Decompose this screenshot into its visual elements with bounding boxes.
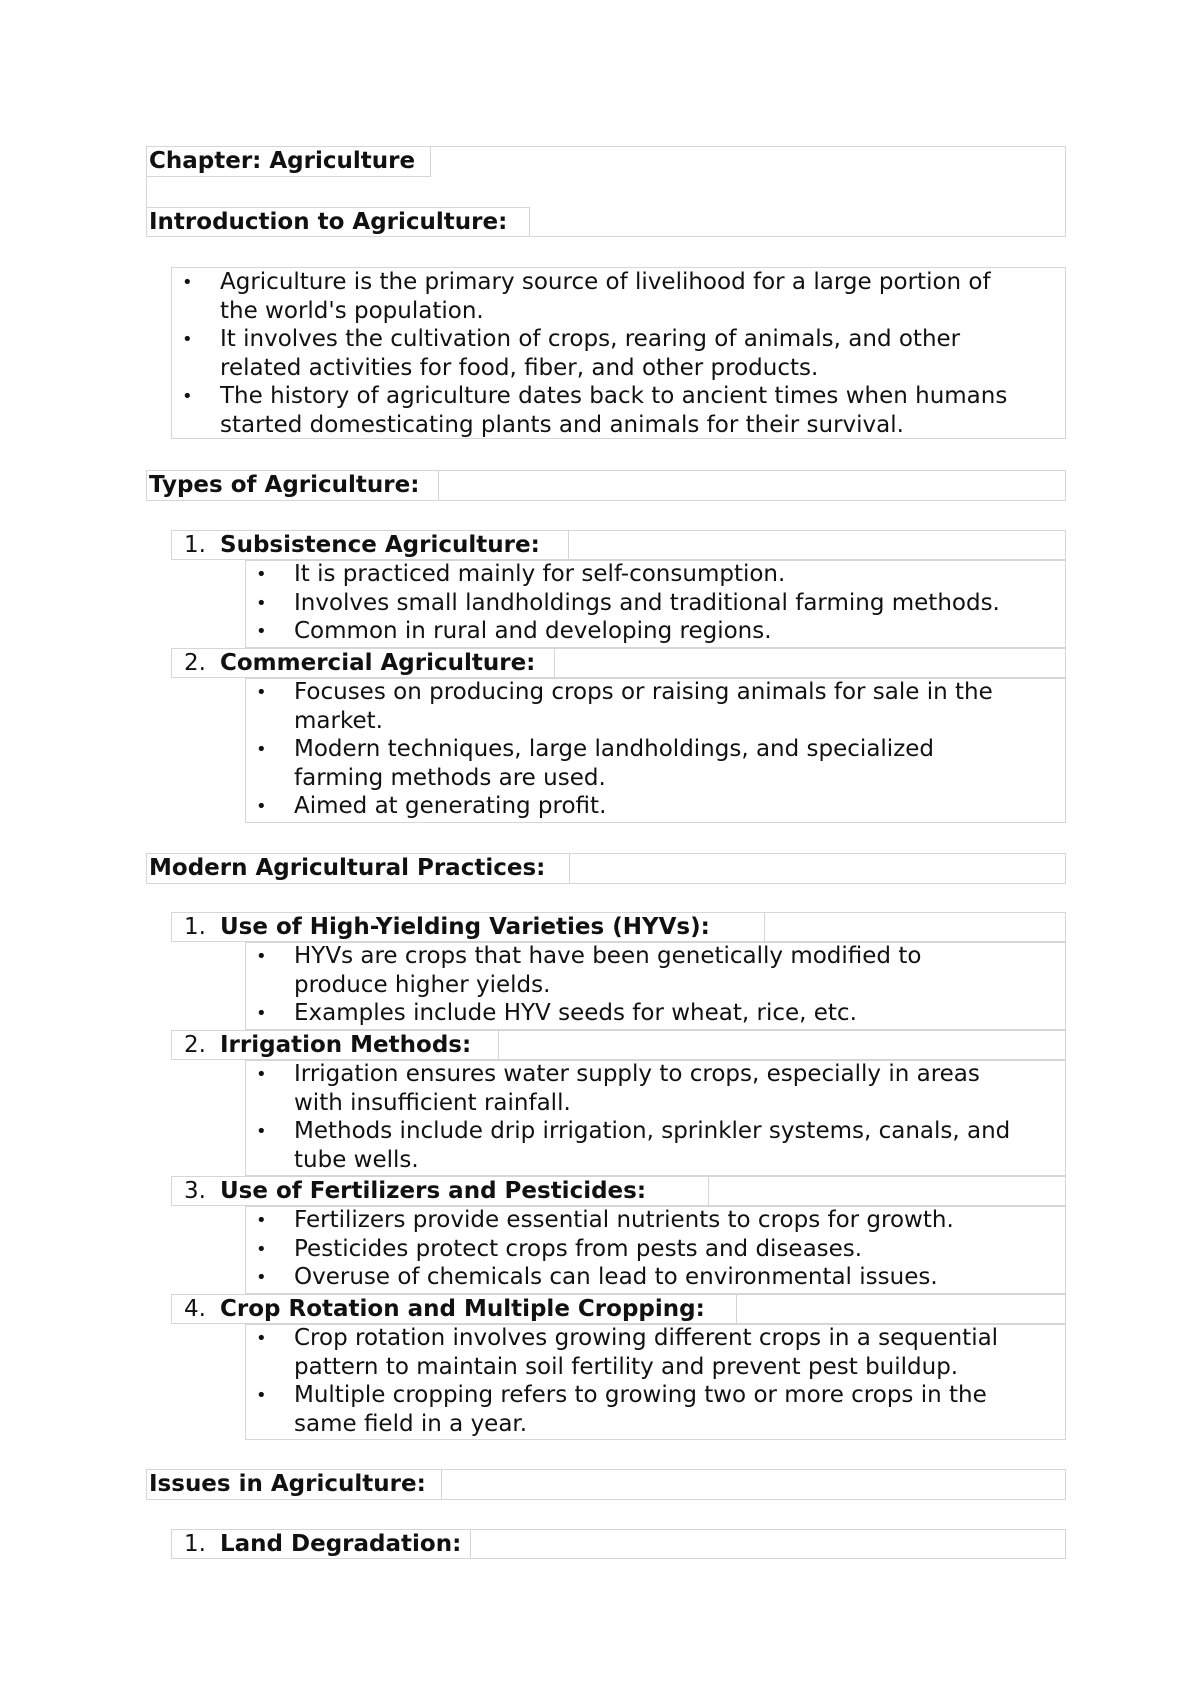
list-item-line: the world's population.	[220, 297, 484, 324]
list-item-line: The history of agriculture dates back to ancient times when humans	[220, 383, 1008, 409]
bullet-icon: •	[256, 796, 267, 817]
bullet-icon: •	[256, 621, 267, 642]
list-item-line: with insufficient rainfall.	[294, 1089, 571, 1116]
bullet-icon: •	[182, 329, 193, 350]
modern-heading: Modern Agricultural Practices:	[149, 855, 546, 881]
item-number: 3.	[184, 1178, 206, 1204]
bullet-icon: •	[256, 1267, 267, 1288]
list-item-line: It is practiced mainly for self-consumption.	[294, 561, 786, 587]
item-number: 1.	[184, 914, 206, 940]
list-item-line: Crop rotation involves growing different crops in a sequential	[294, 1325, 999, 1351]
numbered-item-title: Crop Rotation and Multiple Cropping:	[220, 1296, 705, 1322]
list-item-line: Focuses on producing crops or raising animals for sale in the	[294, 679, 993, 705]
list-item-line: Irrigation ensures water supply to crops, especially in areas	[294, 1061, 980, 1087]
list-item-line: Modern techniques, large landholdings, and specialized	[294, 736, 935, 762]
types-heading: Types of Agriculture:	[149, 472, 420, 498]
list-item-line: Agriculture is the primary source of livelihood for a large portion of	[220, 269, 991, 295]
bullet-icon: •	[256, 1385, 267, 1406]
list-item-line: same field in a year.	[294, 1410, 528, 1437]
numbered-item-title: Use of Fertilizers and Pesticides:	[220, 1178, 647, 1204]
list-item-line: tube wells.	[294, 1146, 419, 1173]
list-item-line: Pesticides protect crops from pests and diseases.	[294, 1235, 863, 1262]
bullet-icon: •	[256, 946, 267, 967]
list-item-line: Overuse of chemicals can lead to environmental issues.	[294, 1264, 938, 1290]
list-item-line: HYVs are crops that have been genetically modified to	[294, 943, 922, 969]
list-item-line: started domesticating plants and animals for their survival.	[220, 411, 904, 438]
numbered-item-title: Irrigation Methods:	[220, 1032, 472, 1058]
intro-heading: Introduction to Agriculture:	[149, 209, 508, 235]
list-item-line: Multiple cropping refers to growing two or more crops in the	[294, 1382, 987, 1408]
list-item-line: Involves small landholdings and traditional farming methods.	[294, 589, 1000, 616]
list-item-line: produce higher yields.	[294, 971, 551, 998]
list-item-line: It involves the cultivation of crops, rearing of animals, and other	[220, 326, 961, 352]
item-number: 4.	[184, 1296, 206, 1322]
numbered-item-title: Commercial Agriculture:	[220, 650, 536, 676]
numbered-item-title: Land Degradation:	[220, 1531, 462, 1557]
bullet-icon: •	[256, 1003, 267, 1024]
list-item-line: Fertilizers provide essential nutrients to crops for growth.	[294, 1207, 954, 1233]
list-item-line: related activities for food, fiber, and other products.	[220, 354, 819, 381]
numbered-item-title: Subsistence Agriculture:	[220, 532, 540, 558]
bullet-icon: •	[256, 1064, 267, 1085]
numbered-item-title: Use of High-Yielding Varieties (HYVs):	[220, 914, 710, 940]
list-item-line: Aimed at generating profit.	[294, 793, 607, 819]
bullet-icon: •	[256, 564, 267, 585]
item-number: 1.	[184, 532, 206, 558]
chapter-title: Chapter: Agriculture	[149, 148, 416, 174]
bullet-icon: •	[256, 1210, 267, 1231]
item-number: 2.	[184, 650, 206, 676]
bullet-icon: •	[256, 682, 267, 703]
list-item-line: farming methods are used.	[294, 764, 606, 791]
bullet-icon: •	[182, 272, 193, 293]
bullet-icon: •	[256, 592, 267, 614]
bullet-icon: •	[256, 1238, 267, 1260]
item-number: 1.	[184, 1531, 206, 1557]
list-item-line: market.	[294, 707, 383, 734]
list-item-line: Examples include HYV seeds for wheat, rice, etc.	[294, 1000, 857, 1026]
bullet-icon: •	[182, 386, 193, 407]
bullet-icon: •	[256, 739, 267, 760]
issues-heading: Issues in Agriculture:	[149, 1471, 426, 1497]
bullet-icon: •	[256, 1328, 267, 1349]
list-item-line: Common in rural and developing regions.	[294, 618, 772, 644]
item-number: 2.	[184, 1032, 206, 1058]
list-item-line: pattern to maintain soil fertility and prevent pest buildup.	[294, 1353, 959, 1380]
bullet-icon: •	[256, 1121, 267, 1142]
list-item-line: Methods include drip irrigation, sprinkler systems, canals, and	[294, 1118, 1011, 1144]
